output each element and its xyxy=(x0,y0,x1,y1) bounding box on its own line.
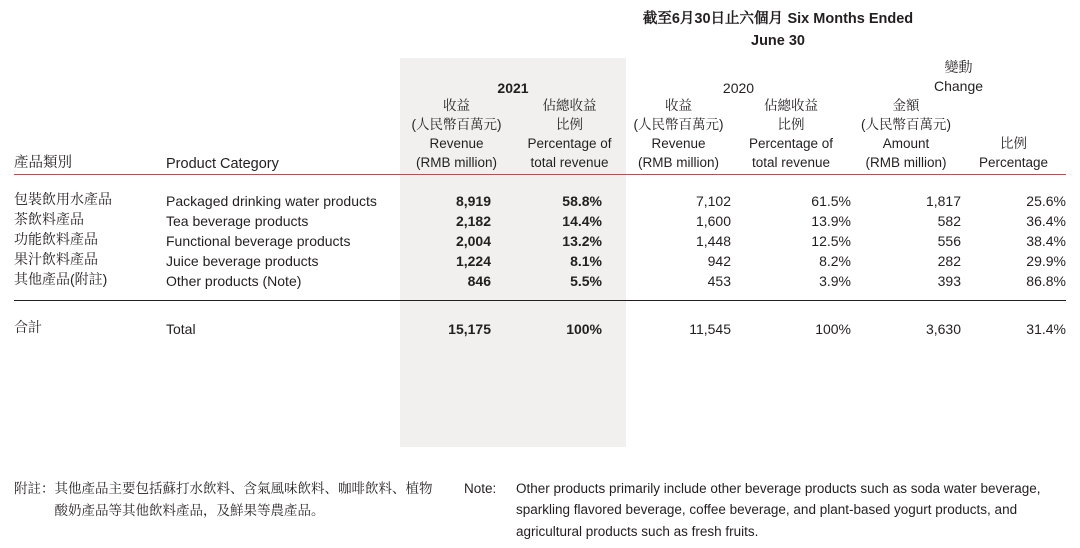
header-year-2021: 2021 xyxy=(497,79,529,96)
row-revenue-2020: 7,102 xyxy=(695,193,731,210)
row-category-en: Other products (Note) xyxy=(166,273,302,290)
row-change-amount: 556 xyxy=(937,233,961,250)
spacer xyxy=(14,289,1066,299)
row-pct-2020: 8.2% xyxy=(819,253,851,270)
footnote-cn-text: 其他產品主要包括蘇打水飲料、含氣風味飲料、咖啡飲料、植物酸奶產品等其他飲料產品，及鮮果等農產品。 xyxy=(54,481,433,518)
header-change-percentage: 比例 Percentage xyxy=(978,136,1049,171)
row-category-en: Juice beverage products xyxy=(166,253,319,270)
row-pct-2021: 14.4% xyxy=(562,213,602,230)
header-pct-2021: 佔總收益 比例 Percentage of total revenue xyxy=(527,97,612,171)
row-revenue-2020: 1,448 xyxy=(695,233,731,250)
row-category-en: Functional beverage products xyxy=(166,233,351,250)
total-pct-2021: 100% xyxy=(566,321,602,338)
total-revenue-2020: 11,545 xyxy=(689,321,731,338)
total-change-percentage: 31.4% xyxy=(1026,321,1066,338)
row-category-cn: 茶飲料產品 xyxy=(14,211,84,228)
row-revenue-2021: 8,919 xyxy=(455,193,491,210)
total-change-amount: 3,630 xyxy=(925,321,961,338)
revenue-breakdown-table xyxy=(14,58,1066,341)
table-row xyxy=(14,209,1066,229)
row-pct-2020: 13.9% xyxy=(811,213,851,230)
row-change-percentage: 25.6% xyxy=(1026,193,1066,210)
row-pct-2021: 5.5% xyxy=(570,273,602,290)
total-category-cn: 合計 xyxy=(14,319,42,336)
row-pct-2020: 3.9% xyxy=(819,273,851,290)
row-pct-2020: 12.5% xyxy=(811,233,851,250)
header-year-2020: 2020 xyxy=(722,79,755,96)
row-category-cn: 其他產品(附註) xyxy=(14,271,108,288)
header-revenue-2020: 收益 (人民幣百萬元) Revenue (RMB million) xyxy=(633,97,724,171)
row-change-percentage: 86.8% xyxy=(1026,273,1066,290)
header-change-en: Change xyxy=(933,77,984,94)
header-revenue-2021: 收益 (人民幣百萬元) Revenue (RMB million) xyxy=(411,97,502,171)
top-header-en: Six Months Ended June 30 xyxy=(751,11,914,49)
table-row xyxy=(14,269,1066,289)
table-row xyxy=(14,249,1066,269)
header-change-amount: 金額 (人民幣百萬元) Amount (RMB million) xyxy=(861,97,951,171)
row-change-amount: 393 xyxy=(937,273,961,290)
row-revenue-2020: 942 xyxy=(707,253,731,270)
top-header-cn: 截至6月30日止六個月 xyxy=(642,11,784,27)
table-top-header xyxy=(628,8,928,51)
row-change-amount: 582 xyxy=(937,213,961,230)
footnote-cn xyxy=(14,478,434,542)
header-pct-2020: 佔總收益 比例 Percentage of total revenue xyxy=(748,97,834,171)
row-change-percentage: 36.4% xyxy=(1026,213,1066,230)
row-pct-2021: 13.2% xyxy=(562,233,602,250)
row-revenue-2021: 2,004 xyxy=(455,233,491,250)
row-category-cn: 果汁飲料產品 xyxy=(14,251,98,268)
row-pct-2020: 61.5% xyxy=(811,193,851,210)
row-change-percentage: 38.4% xyxy=(1026,233,1066,250)
row-category-en: Packaged drinking water products xyxy=(166,193,377,210)
row-revenue-2020: 1,600 xyxy=(695,213,731,230)
row-category-cn: 包裝飲用水產品 xyxy=(14,191,112,208)
header-year-row xyxy=(14,58,1066,96)
row-revenue-2021: 846 xyxy=(467,273,491,290)
total-row xyxy=(14,301,1066,342)
row-revenue-2021: 1,224 xyxy=(455,253,491,270)
table-row xyxy=(14,229,1066,249)
row-category-cn: 功能飲料產品 xyxy=(14,231,98,248)
row-revenue-2020: 453 xyxy=(707,273,731,290)
table-row xyxy=(14,189,1066,209)
footnote-cn-label: 附註： xyxy=(14,481,55,496)
spacer xyxy=(14,175,1066,190)
row-change-amount: 1,817 xyxy=(925,193,961,210)
row-change-amount: 282 xyxy=(937,253,961,270)
footnotes xyxy=(14,478,1066,542)
row-category-en: Tea beverage products xyxy=(166,213,309,230)
total-category-en: Total xyxy=(166,321,196,338)
footnote-en-label: Note: xyxy=(464,481,497,496)
row-change-percentage: 29.9% xyxy=(1026,253,1066,270)
header-category-cn: 產品類別 xyxy=(14,155,72,172)
row-pct-2021: 8.1% xyxy=(570,253,602,270)
header-change-cn: 變動 xyxy=(944,59,973,75)
footnote-en-text: Other products primarily include other beverage products such as soda water beverage, sparkling flavored beverage, coffee beverage, and plant-based yogurt products, and agricultural products such as fresh fruits. xyxy=(516,481,1041,539)
footnote-en xyxy=(464,478,1064,542)
header-change xyxy=(851,58,1066,96)
row-revenue-2021: 2,182 xyxy=(455,213,491,230)
total-pct-2020: 100% xyxy=(815,321,851,338)
total-revenue-2021: 15,175 xyxy=(448,321,491,338)
header-subcolumn-row xyxy=(14,96,1066,173)
header-category-en: Product Category xyxy=(166,156,279,173)
row-pct-2021: 58.8% xyxy=(562,193,602,210)
